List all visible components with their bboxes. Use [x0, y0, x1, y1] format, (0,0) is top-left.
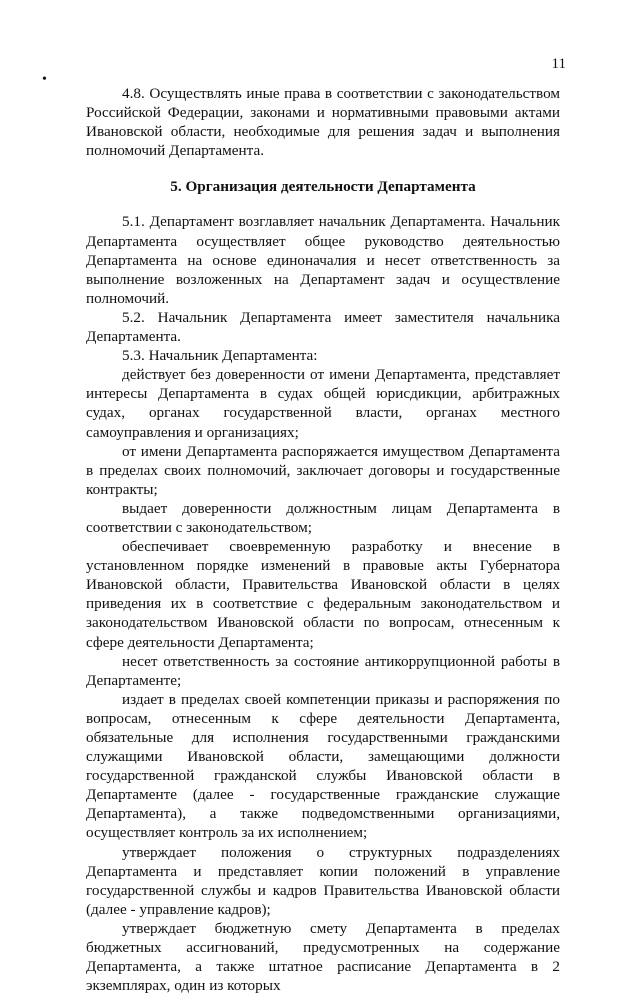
paragraph-5-2: 5.2. Начальник Департамента имеет заместителя начальника Департамента.: [86, 308, 560, 346]
duty-item-7: утверждает положения о структурных подразделениях Департамента и представляет копии положений в управление государственной службы и кадров Правительства Ивановской области (далее - управление кадров);: [86, 843, 560, 918]
paragraph-5-3: 5.3. Начальник Департамента:: [122, 347, 318, 365]
duty-item-4: обеспечивает своевременную разработку и внесение в установленном порядке изменений в правовые акты Губернатора Ивановской области, Правительства Ивановской области в целях приведения их в соответствие с федеральным законодательством и законодательством Ивановской области по вопросам, отнесенным к сфере деятельности Департамента;: [86, 538, 560, 651]
paragraph-5-1: 5.1. Департамент возглавляет начальник Департамента. Начальник Департамента осуществляет общее руководство деятельностью Департамента на основе единоначалия и несет ответственность за выполнение возложенных на Департамент задач и осуществление полномочий.: [86, 213, 560, 307]
duty-item-6: издает в пределах своей компетенции приказы и распоряжения по вопросам, отнесенным к сфере деятельности Департамента, обязательные для исполнения государственными гражданскими служащими Ивановской области, замещающими должности государственной гражданской службы Ивановской области в Департаменте (далее - государственные гражданские служащие Департамента), а также подведомственными организациями, осуществляет контроль за их исполнением;: [86, 690, 560, 842]
section-heading: 5. Организация деятельности Департамента: [170, 178, 476, 196]
duty-item-5: несет ответственность за состояние антикоррупционной работы в Департаменте;: [86, 652, 560, 689]
scan-mark: •: [42, 72, 47, 87]
paragraph-4-8: 4.8. Осуществлять иные права в соответствии с законодательством Российской Федерации, законами и нормативными правовыми актами Ивановской области, необходимые для решения задач и выполнения полномочий Департамента.: [86, 85, 560, 160]
duty-item-3: выдает доверенности должностным лицам Департамента в соответствии с законодательством;: [86, 499, 560, 536]
document-body: [86, 84, 560, 995]
duty-item-8: утверждает бюджетную смету Департамента в пределах бюджетных ассигнований, предусмотренных на содержание Департамента, а также штатное расписание Департамента в 2 экземплярах, один из которых: [86, 919, 560, 995]
duty-item-1: действует без доверенности от имени Департамента, представляет интересы Департамента в судах общей юрисдикции, арбитражных судах, органах государственной власти, органах местного самоуправления и организациях;: [86, 366, 560, 441]
page-number: 11: [551, 56, 566, 72]
duty-item-2: от имени Департамента распоряжается имуществом Департамента в пределах своих полномочий, заключает договоры и государственные контракты;: [86, 442, 560, 498]
